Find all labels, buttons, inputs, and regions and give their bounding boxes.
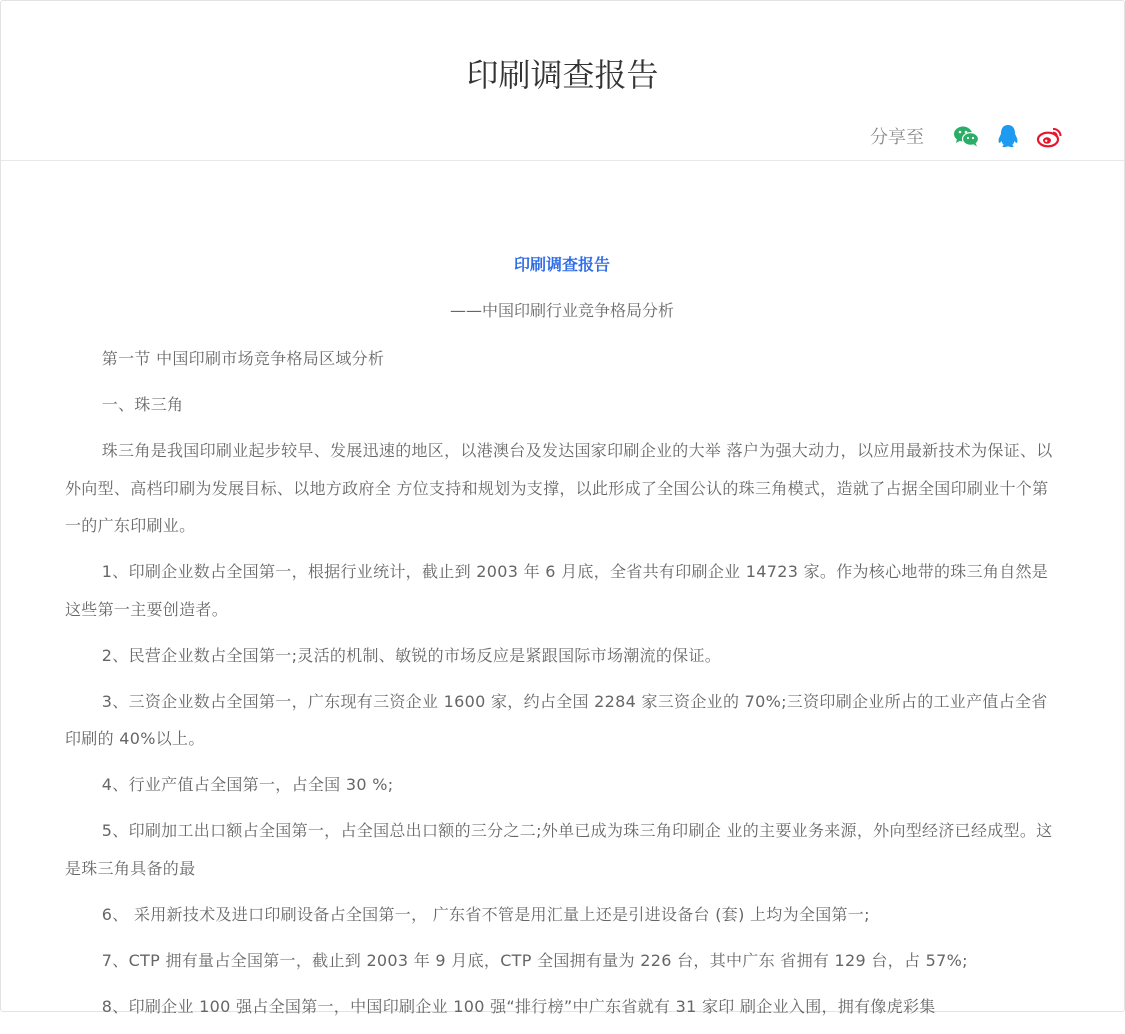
subsection-heading: 一、珠三角 [101, 395, 184, 414]
wechat-icon[interactable] [952, 122, 980, 150]
article-paragraph: 7、CTP 拥有量占全国第一，截止到 2003 年 9 月底，CTP 全国拥有量为 226 台，其中广东 省拥有 129 台，占 57%; [101, 950, 968, 970]
page-title: 印刷调查报告 [466, 56, 659, 94]
article-paragraph: 4、行业产值占全国第一，占全国 30 %; [101, 775, 394, 794]
article-paragraph: 5、印刷加工出口额占全国第一，占全国总出口额的三分之二;外单已成为珠三角印刷企 业的主要业务来源，外向型经济已经成型。这是珠三角具备的最 [65, 821, 1053, 878]
article-paragraph: 3、三资企业数占全国第一，广东现有三资企业 1600 家，约占全国 2284 家三资企业的 70%;三资印刷企业所占的工业产值占全省印刷的 40%以上。 [65, 691, 1048, 748]
article-paragraph: 2、民营企业数占全国第一;灵活的机制、敏锐的市场反应是紧跟国际市场潮流的保证。 [101, 645, 722, 665]
article-subtitle: ——中国印刷行业竞争格局分析 [449, 301, 674, 320]
article-title: 印刷调查报告 [513, 255, 610, 274]
weibo-icon[interactable] [1036, 122, 1064, 150]
article-paragraph: 1、印刷企业数占全国第一，根据行业统计，截止到 2003 年 6 月底，全省共有印刷企业 14723 家。作为核心地带的珠三角自然是这些第一主要创造者。 [65, 562, 1049, 619]
article-paragraph: 8、印刷企业 100 强占全国第一，中国印刷企业 100 强“排行榜”中广东省就有 31 家印 刷企业入围，拥有像虎彩集 [101, 996, 936, 1016]
page-header [1, 1, 1124, 161]
section-heading: 第一节 中国印刷市场竞争格局区域分析 [101, 349, 385, 368]
article-paragraph: 6、 采用新技术及进口印刷设备占全国第一， 广东省不管是用汇量上还是引进设备台 (套) 上均为全国第一; [101, 904, 870, 924]
article-paragraph: 珠三角是我国印刷业起步较早、发展迅速的地区，以港澳台及发达国家印刷企业的大举 落户为强大动力，以应用最新技术为保证、以外向型、高档印刷为发展目标、以地方政府全 方位支持和规划为支撑，以此形成了全国公认的珠三角模式，造就了占据全国印刷业十个第 一的广东印刷业。 [65, 441, 1053, 535]
share-bar [870, 121, 1064, 151]
article-body [65, 248, 1059, 1034]
qq-icon[interactable] [994, 122, 1022, 150]
share-label: 分享至 [870, 127, 924, 148]
